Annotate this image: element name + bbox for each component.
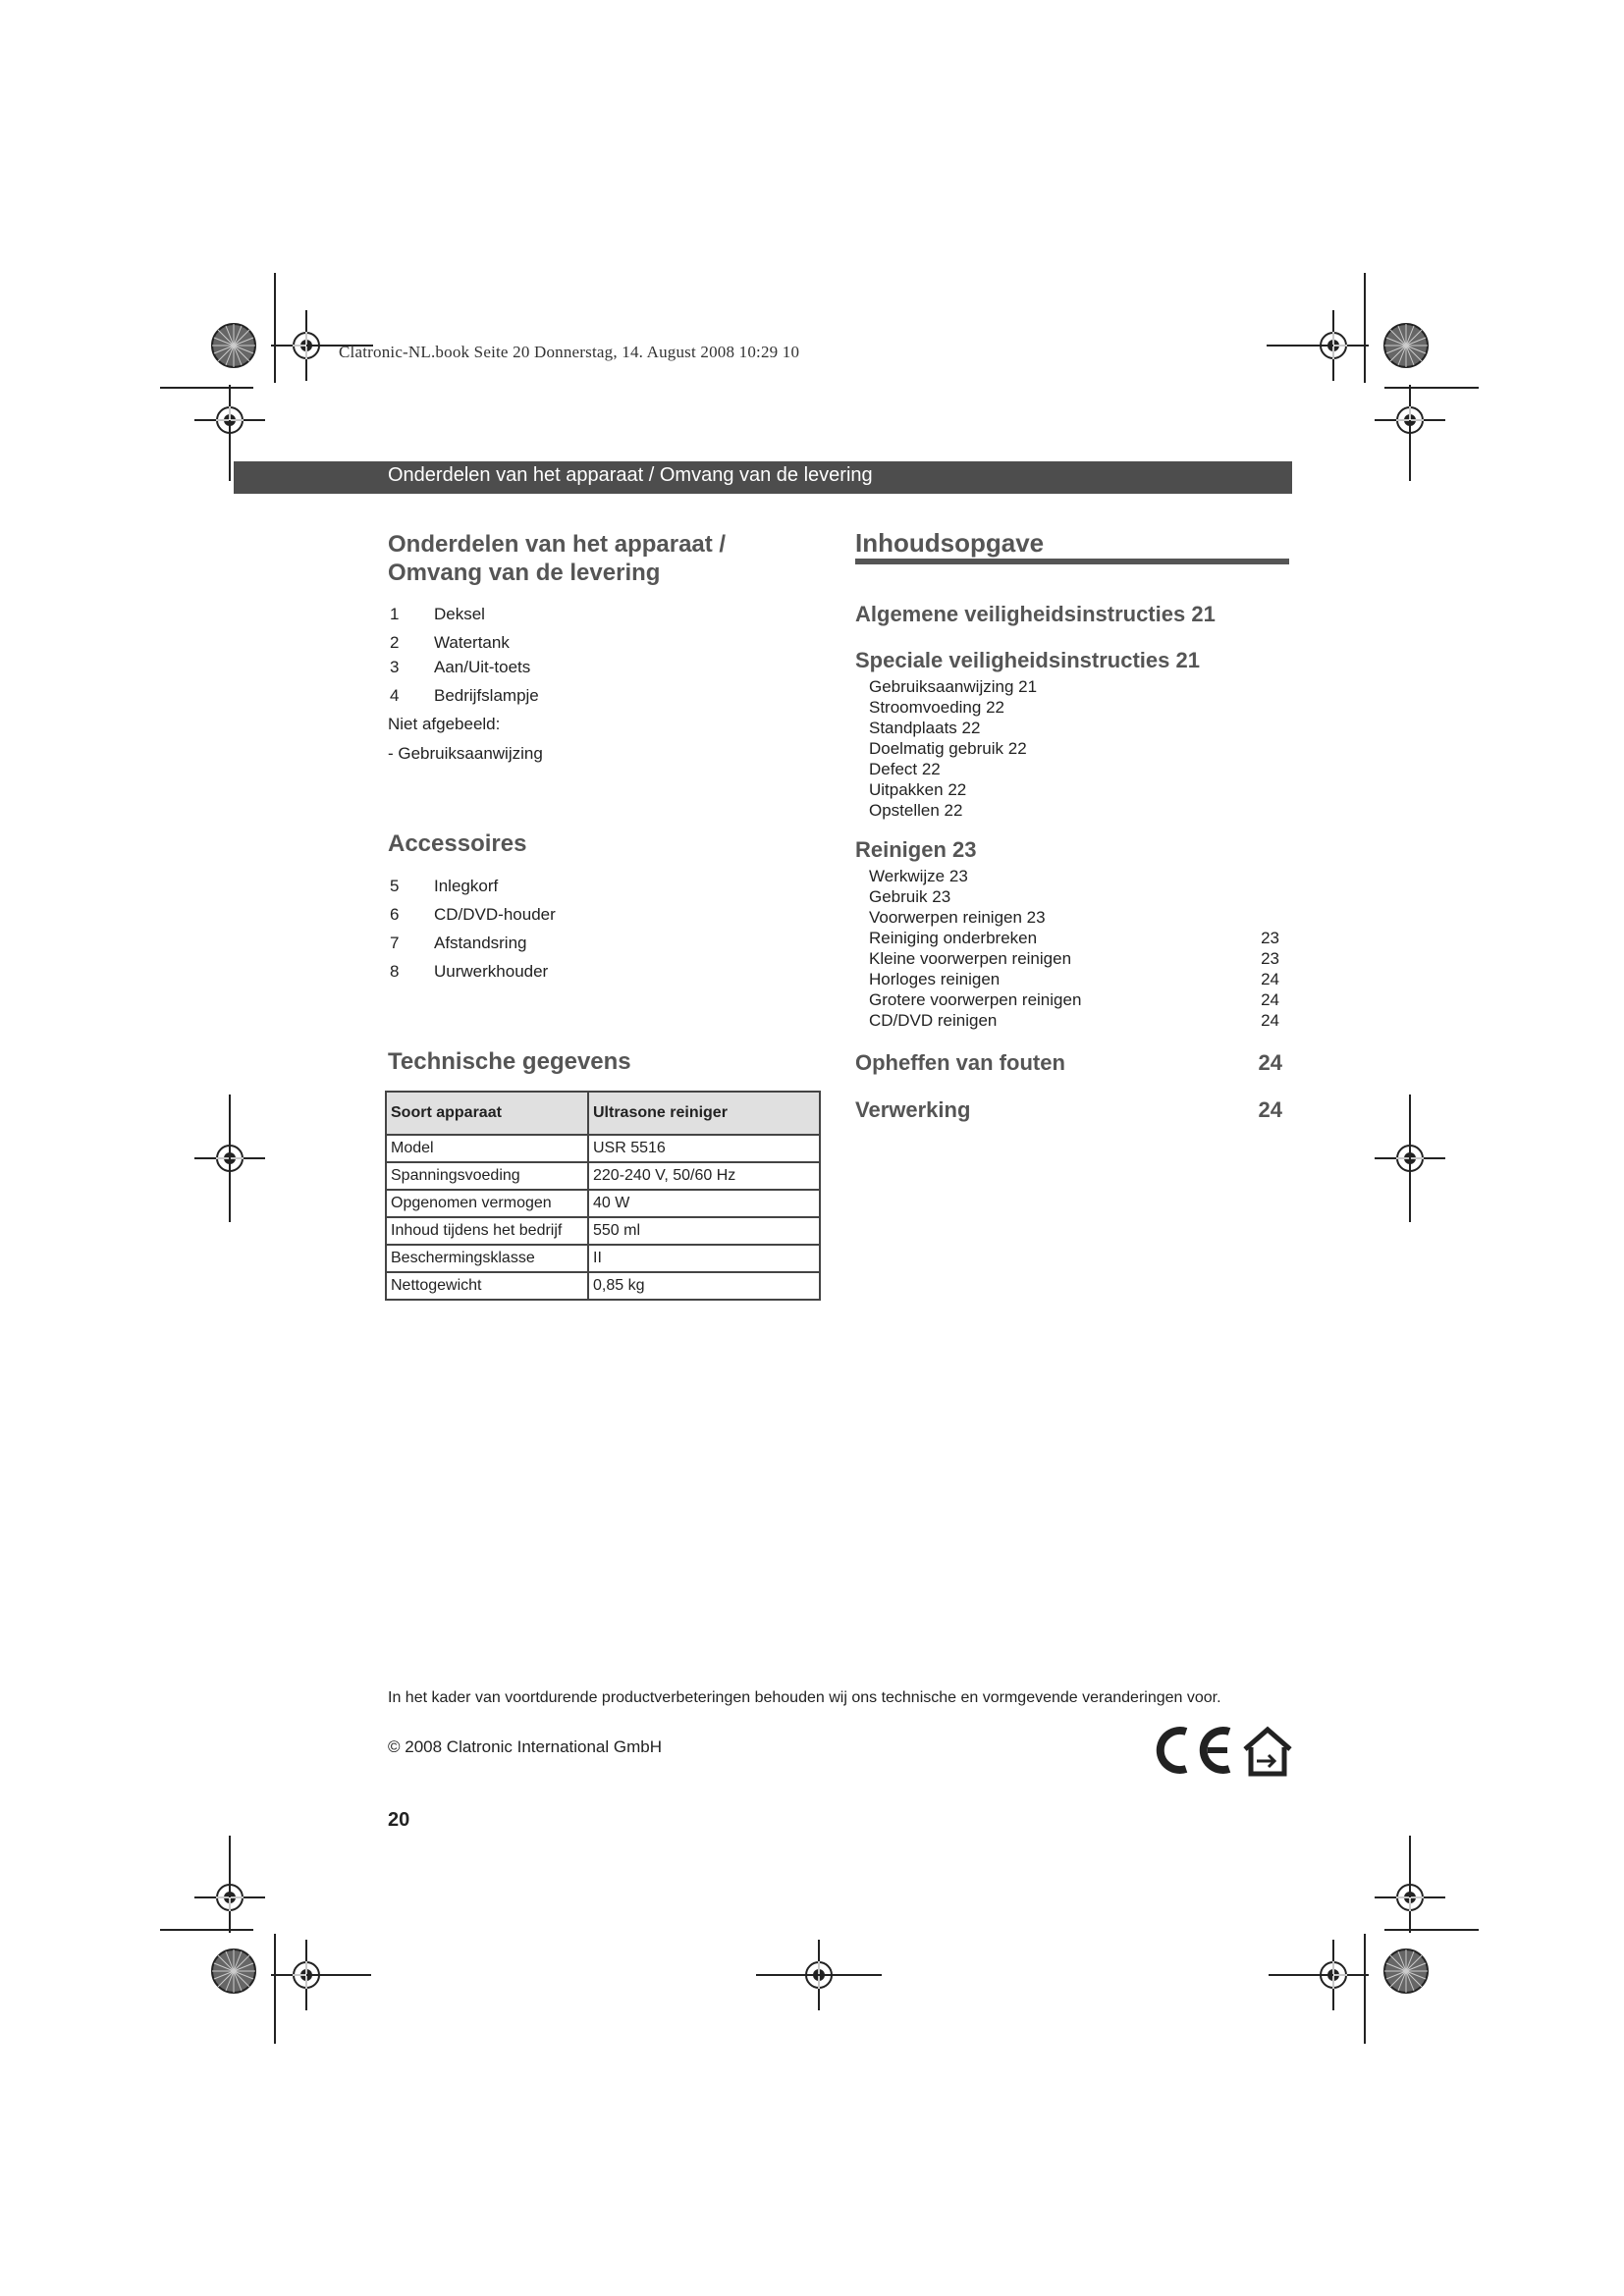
- table-header-row: [386, 1092, 820, 1135]
- table-header-cell: Ultrasone reiniger: [588, 1092, 820, 1135]
- toc-page-number: 24: [1261, 990, 1279, 1009]
- not-shown-item: - Gebruiksaanwijzing: [388, 744, 543, 763]
- toc-link-cleaning[interactable]: Reinigen 23: [855, 837, 977, 862]
- technical-title: Technische gegevens: [388, 1048, 631, 1075]
- toc-link-label: Voorwerpen reinigen 23: [869, 908, 1046, 927]
- item-number: 3: [390, 658, 400, 676]
- item-number: 4: [390, 686, 400, 705]
- item-number: 5: [390, 877, 400, 895]
- toc-page-number: 23: [1261, 949, 1279, 968]
- item-label: CD/DVD-houder: [434, 905, 556, 924]
- item-number: 6: [390, 905, 400, 924]
- table-row: [386, 1135, 820, 1162]
- toc-link[interactable]: Standplaats 22: [869, 719, 981, 737]
- toc-link-label: CD/DVD reinigen: [869, 1011, 998, 1030]
- parts-title: [388, 530, 726, 587]
- table-cell: 40 W: [588, 1190, 820, 1217]
- table-row: [386, 1272, 820, 1300]
- toc-cleaning-list: [869, 866, 1279, 1031]
- item-label: Inlegkorf: [434, 877, 499, 895]
- item-number: 2: [390, 633, 400, 652]
- toc-link[interactable]: Opstellen 22: [869, 801, 963, 820]
- toc-link[interactable]: Gebruiksaanwijzing 21: [869, 677, 1038, 696]
- copyright-line: © 2008 Clatronic International GmbH: [388, 1737, 662, 1756]
- page-number: 20: [388, 1809, 410, 1831]
- table-cell: 220-240 V, 50/60 Hz: [588, 1162, 820, 1190]
- list-item: [388, 934, 800, 962]
- accessories-title: Accessoires: [388, 830, 527, 857]
- toc-link[interactable]: [869, 969, 1279, 989]
- item-number: 8: [390, 962, 400, 981]
- toc-link-disposal[interactable]: [855, 1097, 1282, 1123]
- list-item: [388, 905, 800, 934]
- toc-page-number: 24: [1261, 970, 1279, 988]
- toc-page-number: 24: [1258, 1050, 1282, 1075]
- list-item: [388, 962, 800, 990]
- toc-link-label: Werkwijze 23: [869, 867, 968, 885]
- parts-list: [388, 605, 800, 715]
- toc-link[interactable]: Uitpakken 22: [869, 780, 967, 799]
- item-label: Deksel: [434, 605, 485, 623]
- table-row: [386, 1217, 820, 1245]
- toc-link[interactable]: [869, 928, 1279, 948]
- toc-link-troubleshoot[interactable]: [855, 1050, 1282, 1076]
- not-shown-label: Niet afgebeeld:: [388, 715, 501, 733]
- toc-link[interactable]: [869, 866, 1279, 886]
- toc-special-list: [869, 676, 1279, 821]
- table-cell: Nettogewicht: [386, 1272, 588, 1300]
- list-item: [388, 605, 800, 633]
- table-cell: 0,85 kg: [588, 1272, 820, 1300]
- toc-link[interactable]: [869, 948, 1279, 969]
- print-info-line: Clatronic-NL.book Seite 20 Donnerstag, 14. August 2008 10:29 10: [339, 343, 800, 361]
- list-item: [388, 633, 800, 658]
- toc-link-label: Opheffen van fouten: [855, 1050, 1065, 1075]
- table-cell: Spanningsvoeding: [386, 1162, 588, 1190]
- toc-link-label: Verwerking: [855, 1097, 971, 1122]
- toc-link-general-safety[interactable]: Algemene veiligheidsinstructies 21: [855, 602, 1216, 626]
- toc-link[interactable]: Defect 22: [869, 760, 941, 778]
- toc-link[interactable]: [869, 907, 1279, 928]
- toc-link-label: Horloges reinigen: [869, 970, 1001, 988]
- ce-mark-icon: [1149, 1720, 1296, 1781]
- table-row: [386, 1162, 820, 1190]
- table-row: [386, 1190, 820, 1217]
- item-label: Watertank: [434, 633, 510, 652]
- item-number: 1: [390, 605, 400, 623]
- toc-link-label: Kleine voorwerpen reinigen: [869, 949, 1072, 968]
- section-header-text: Onderdelen van het apparaat / Omvang van de levering: [388, 464, 873, 486]
- section-header-bar: [234, 461, 1292, 494]
- table-cell: USR 5516: [588, 1135, 820, 1162]
- item-label: Aan/Uit-toets: [434, 658, 531, 676]
- table-cell: Model: [386, 1135, 588, 1162]
- toc-link[interactable]: [869, 989, 1279, 1010]
- table-header-cell: Soort apparaat: [386, 1092, 588, 1135]
- parts-title-line2: Omvang van de levering: [388, 560, 661, 586]
- table-row: [386, 1245, 820, 1272]
- list-item: [388, 686, 800, 715]
- technical-table: [385, 1091, 821, 1301]
- toc-link-special-safety[interactable]: Speciale veiligheidsinstructies 21: [855, 648, 1200, 672]
- toc-link-label: Reiniging onderbreken: [869, 929, 1038, 947]
- table-cell: Inhoud tijdens het bedrijf: [386, 1217, 588, 1245]
- table-cell: Beschermingsklasse: [386, 1245, 588, 1272]
- parts-title-line1: Onderdelen van het apparaat /: [388, 531, 727, 558]
- item-number: 7: [390, 934, 400, 952]
- toc-page-number: 24: [1261, 1011, 1279, 1030]
- toc-link[interactable]: Doelmatig gebruik 22: [869, 739, 1027, 758]
- toc-link-label: Grotere voorwerpen reinigen: [869, 990, 1082, 1009]
- toc-divider: [855, 559, 1289, 564]
- list-item: [388, 658, 800, 686]
- table-cell: Opgenomen vermogen: [386, 1190, 588, 1217]
- toc-page-number: 23: [1261, 929, 1279, 947]
- item-label: Afstandsring: [434, 934, 527, 952]
- toc-link-label: Gebruik 23: [869, 887, 951, 906]
- house-mark-icon: [1245, 1730, 1290, 1774]
- list-item: [388, 877, 800, 905]
- table-cell: 550 ml: [588, 1217, 820, 1245]
- toc-title: Inhoudsopgave: [855, 528, 1045, 558]
- item-label: Uurwerkhouder: [434, 962, 549, 981]
- toc-link[interactable]: [869, 886, 1279, 907]
- toc-link[interactable]: Stroomvoeding 22: [869, 698, 1004, 717]
- accessories-list: [388, 877, 800, 990]
- footer-notice: In het kader van voortdurende productverbeteringen behouden wij ons technische en vormgevende veranderingen voor.: [388, 1689, 1221, 1706]
- toc-link[interactable]: [869, 1010, 1279, 1031]
- item-label: Bedrijfslampje: [434, 686, 539, 705]
- table-cell: II: [588, 1245, 820, 1272]
- toc-page-number: 24: [1258, 1097, 1282, 1122]
